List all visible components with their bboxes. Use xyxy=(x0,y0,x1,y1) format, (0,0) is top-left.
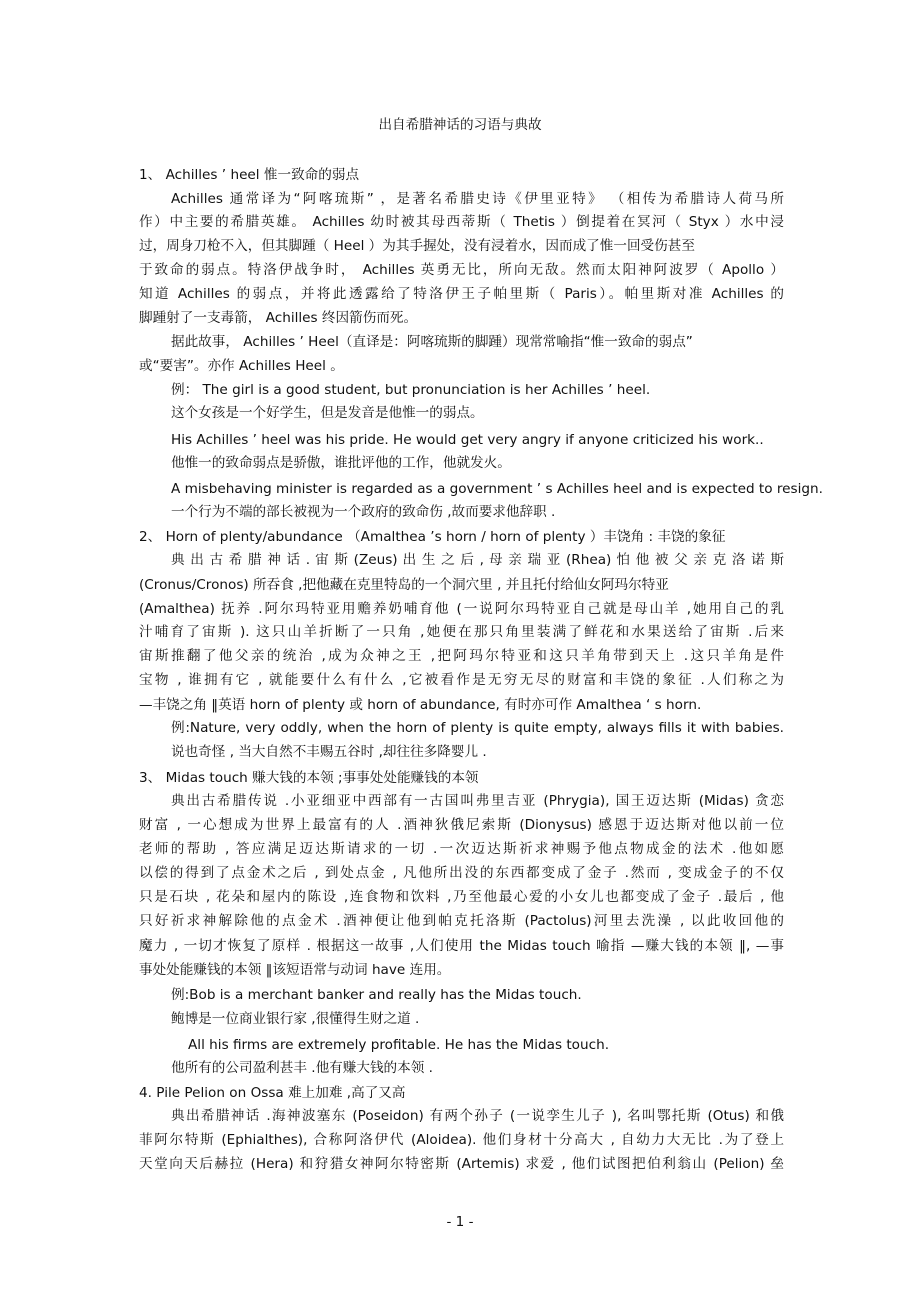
paragraph-line: 作）中主要的希腊英雄。 Achilles 幼时被其母西蒂斯（ Thetis ）倒提着在冥河（ Styx ）水中浸 xyxy=(139,214,784,230)
paragraph-line: 典 出 古 希 腊 神 话 . 宙 斯 (Zeus) 出 生 之 后 , 母 亲 瑞 亚 (Rhea) 怕 他 被 父 亲 克 洛 诺 斯 xyxy=(171,552,784,568)
example-line: 例:Bob is a merchant banker and really has the Midas touch. xyxy=(171,987,582,1003)
paragraph-line: 天堂向天后赫拉 (Hera) 和狩猎女神阿尔特密斯 (Artemis) 求爱 , 他们试图把伯利翁山 (Pelion) 垒 xyxy=(139,1156,784,1172)
paragraph-line: 典出古希腊传说 .小亚细亚中西部有一古国叫弗里吉亚 (Phrygia), 国王迈达斯 (Midas) 贪恋 xyxy=(171,793,784,809)
example-translation: 他所有的公司盈利甚丰 .他有赚大钱的本领 . xyxy=(171,1060,433,1076)
paragraph-line: 汁哺育了宙斯 ). 这只山羊折断了一只角 ,她便在那只角里装满了鲜花和水果送给了宙斯 .后来 xyxy=(139,624,784,640)
paragraph-line: 据此故事， Achilles ’ Heel（直译是：阿喀琉斯的脚踵）现常常喻指“惟一致命的弱点” xyxy=(171,334,693,350)
paragraph-line: Achilles 通常译为“阿喀琉斯” ，是著名希腊史诗《伊里亚特》 （相传为希腊诗人荷马所 xyxy=(171,191,784,207)
example-translation: 说也奇怪 , 当大自然不丰赐五谷时 ,却往往多降婴儿 . xyxy=(171,744,487,760)
example-line: A misbehaving minister is regarded as a government ’ s Achilles heel and is expected to resign. xyxy=(171,481,823,497)
paragraph-line: —丰饶之角 ‖英语 horn of plenty 或 horn of abundance, 有时亦可作 Amalthea ‘ s horn. xyxy=(139,697,702,713)
paragraph-line: (Cronus/Cronos) 所吞食 ,把他藏在克里特岛的一个洞穴里 , 并且托付给仙女阿玛尔特亚 xyxy=(139,577,669,593)
example-translation: 鲍博是一位商业银行家 ,很懂得生财之道 . xyxy=(171,1011,420,1027)
example-line: All his firms are extremely profitable. He has the Midas touch. xyxy=(188,1037,610,1053)
paragraph-line: 菲阿尔特斯 (Ephialthes), 合称阿洛伊代 (Aloidea). 他们身材十分高大 , 自幼力大无比 .为了登上 xyxy=(139,1132,784,1148)
document-title: 出自希腊神话的习语与典故 xyxy=(378,117,542,133)
paragraph-line: 过，周身刀枪不入，但其脚踵（ Heel ）为其手握处，没有浸着水，因而成了惟一回受伤甚至 xyxy=(139,238,695,254)
paragraph-line: 魔力 , 一切才恢复了原样 . 根据这一故事 ,人们使用 the Midas touch 喻指 —赚大钱的本领 ‖, —事 xyxy=(139,938,784,954)
paragraph-line: 宝物 , 谁拥有它 , 就能要什么有什么 ,它被看作是无穷无尽的财富和丰饶的象征 .人们称之为 xyxy=(139,672,784,688)
section-heading-4: 4. Pile Pelion on Ossa 难上加难 ,高了又高 xyxy=(139,1085,406,1101)
example-line: His Achilles ’ heel was his pride. He would get very angry if anyone criticized his work.. xyxy=(171,432,764,448)
paragraph-line: 知道 Achilles 的弱点，并将此透露给了特洛伊王子帕里斯（ Paris）。帕里斯对准 Achilles 的 xyxy=(139,286,784,302)
paragraph-line: 老师的帮助 , 答应满足迈达斯请求的一切 .一次迈达斯祈求神赐予他点物成金的法术 .他如愿 xyxy=(139,841,784,857)
paragraph-line: 以偿的得到了点金术之后 , 到处点金 , 凡他所出没的东西都变成了金子 .然而 , 变成金子的不仅 xyxy=(139,865,784,881)
paragraph-line: 脚踵射了一支毒箭， Achilles 终因箭伤而死。 xyxy=(139,310,418,326)
paragraph-line: 典出希腊神话 .海神波塞东 (Poseidon) 有两个孙子 (一说孪生儿子 ), 名叫鄂托斯 (Otus) 和俄 xyxy=(171,1108,784,1124)
section-heading-3: 3、 Midas touch 赚大钱的本领 ;事事处处能赚钱的本领 xyxy=(139,770,479,786)
paragraph-line: 或“要害”。亦作 Achilles Heel 。 xyxy=(139,358,344,374)
paragraph-line: 只好祈求神解除他的点金术 .酒神便让他到帕克托洛斯 (Pactolus)河里去洗澡 , 以此收回他的 xyxy=(139,913,784,929)
paragraph-line: 财富 , 一心想成为世界上最富有的人 .酒神狄俄尼索斯 (Dionysus) 感恩于迈达斯对他以前一位 xyxy=(139,817,784,833)
paragraph-line: 于致命的弱点。特洛伊战争时， Achilles 英勇无比，所向无敌。然而太阳神阿波罗（ Apollo ） xyxy=(139,262,784,278)
page-number: - 1 - xyxy=(446,1214,474,1230)
example-translation: 这个女孩是一个好学生，但是发音是他惟一的弱点。 xyxy=(171,405,484,421)
paragraph-line: 宙斯推翻了他父亲的统治 ,成为众神之王 ,把阿玛尔特亚和这只羊角带到天上 .这只羊角是件 xyxy=(139,648,784,664)
example-line: 例： The girl is a good student, but pronunciation is her Achilles ’ heel. xyxy=(171,382,651,398)
section-heading-2: 2、 Horn of plenty/abundance （Amalthea ’s horn / horn of plenty ）丰饶角 : 丰饶的象征 xyxy=(139,529,726,545)
example-translation: 他惟一的致命弱点是骄傲，谁批评他的工作，他就发火。 xyxy=(171,455,511,471)
paragraph-line: 事处处能赚钱的本领 ‖该短语常与动词 have 连用。 xyxy=(139,962,451,978)
example-line: 例:Nature, very oddly, when the horn of plenty is quite empty, always fills it with babies. xyxy=(171,720,784,736)
paragraph-line: (Amalthea) 抚养 .阿尔玛特亚用赡养奶哺育他 (一说阿尔玛特亚自己就是母山羊 ,她用自己的乳 xyxy=(139,601,784,617)
example-translation: 一个行为不端的部长被视为一个政府的致命伤 ,故而要求他辞职 . xyxy=(171,504,556,520)
paragraph-line: 只是石块 , 花朵和屋内的陈设 ,连食物和饮料 ,乃至他最心爱的小女儿也都变成了金子 .最后 , 他 xyxy=(139,889,784,905)
section-heading-1: 1、 Achilles ’ heel 惟一致命的弱点 xyxy=(139,167,360,183)
